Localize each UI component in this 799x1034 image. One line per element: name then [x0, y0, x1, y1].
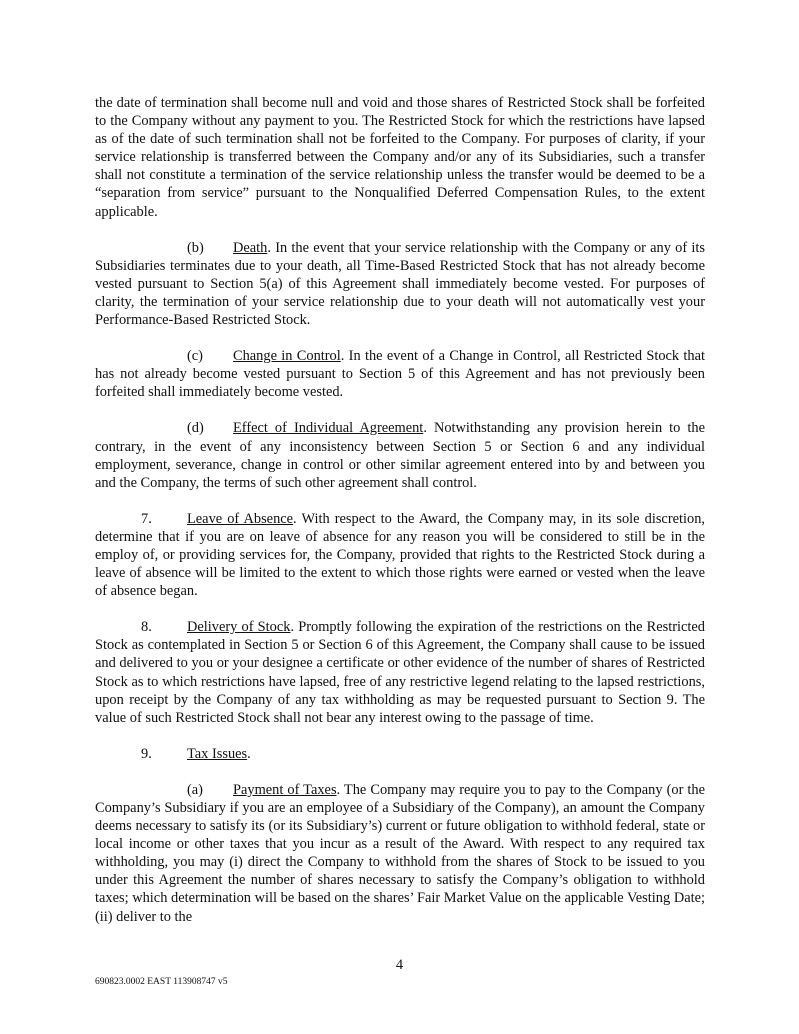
section-8-delivery-of-stock — [95, 618, 705, 727]
document-body — [95, 94, 705, 944]
paragraph-6b-death — [95, 239, 705, 329]
clause-text: . In the event that your service relationship with the Company or any of its Subsidiaries terminates due to your death, all Time-Based Restricted Stock that has not already become vested pursuant to Section 5(a) of this Agreement shall immediately become vested. For purposes of clarity, the termination of your service relationship due to your death will not automatically vest your Performance-Based Restricted Stock. — [95, 239, 705, 329]
section-text: . — [247, 745, 251, 762]
clause-text: . In the event of a Change in Control, all Restricted Stock that has not already become vested pursuant to Section 5 of this Agreement and has not previously been forfeited shall immediately become vested. — [95, 348, 705, 401]
clause-heading: Payment of Taxes — [233, 781, 337, 798]
section-heading: Leave of Absence — [187, 510, 294, 527]
section-9-tax-issues — [95, 745, 705, 763]
clause-marker: (a) — [187, 781, 203, 798]
paragraph-6d-individual-agreement — [95, 419, 705, 491]
document-footer-id: 690823.0002 EAST 113908747 v5 — [95, 977, 228, 987]
clause-text: . Notwithstanding any provision herein to the contrary, in the event of any inconsistency between Section 5 or Section 6 and any individual employment, severance, change in control or other similar agreement entered into by and between you and the Company, the terms of such other agreement shall control. — [95, 420, 706, 491]
paragraph-6c-change-in-control — [95, 347, 705, 401]
clause-marker: (b) — [187, 239, 204, 256]
section-heading: Delivery of Stock — [187, 619, 291, 636]
paragraph-9a-payment-of-taxes — [95, 781, 705, 926]
clause-heading: Change in Control — [233, 348, 341, 365]
clause-heading: Death — [233, 239, 268, 256]
section-number: 8. — [141, 619, 152, 636]
section-7-leave-of-absence — [95, 510, 705, 600]
section-text: . With respect to the Award, the Company may, in its sole discretion, determine that if you are on leave of absence for any reason you will be considered to still be in the employ of, or providing services for, the Company, provided that rights to the Restricted Stock during a leave of absence will be limited to the extent to which those rights were earned or vested when the leave of absence began. — [95, 510, 705, 600]
section-number: 7. — [141, 510, 152, 527]
section-number: 9. — [141, 745, 152, 762]
clause-marker: (d) — [187, 420, 204, 437]
page-number: 4 — [395, 957, 404, 973]
section-text: . Promptly following the expiration of the restrictions on the Restricted Stock as contemplated in Section 5 or Section 6 of this Agreement, the Company shall cause to be issued and delivered to you or your designee a certificate or other evidence of the number of shares of Restricted Stock as to which restrictions have lapsed, free of any restrictive legend relating to the lapsed restrictions, upon receipt by the Company of any tax withholding as may be requested pursuant to Section 9. The value of such Restricted Stock shall not bear any interest owing to the passage of time. — [95, 619, 705, 726]
clause-text: . The Company may require you to pay to the Company (or the Company’s Subsidiary if you are an employee of a Subsidiary of the Company), an amount the Company deems necessary to satisfy its (or its Subsidiary’s) current or future obligation to withhold federal, state or local income or other taxes that you incur as a result of the Award. With respect to any required tax withholding, you may (i) direct the Company to withhold from the shares of Stock to be issued to you under this Agreement the number of shares necessary to satisfy the Company’s obligation to withhold taxes; which determination will be based on the shares’ Fair Market Value on the applicable Vesting Date; (ii) deliver to the — [95, 781, 705, 925]
section-heading: Tax Issues — [187, 745, 248, 762]
clause-marker: (c) — [187, 348, 203, 365]
paragraph-termination-continued: the date of termination shall become null and void and those shares of Restricted Stock shall be forfeited to the Company without any payment to you. The Restricted Stock for which the restrictions have lapsed as of the date of such termination shall not be forfeited to the Company. For purposes of clarity, if your service relationship is transferred between the Company and/or any of its Subsidiaries, such a transfer shall not constitute a termination of the service relationship unless the transfer would be deemed to be a “separation from service” pursuant to the Nonqualified Deferred Compensation Rules, to the extent applicable. — [95, 95, 705, 220]
clause-heading: Effect of Individual Agreement — [233, 420, 424, 437]
